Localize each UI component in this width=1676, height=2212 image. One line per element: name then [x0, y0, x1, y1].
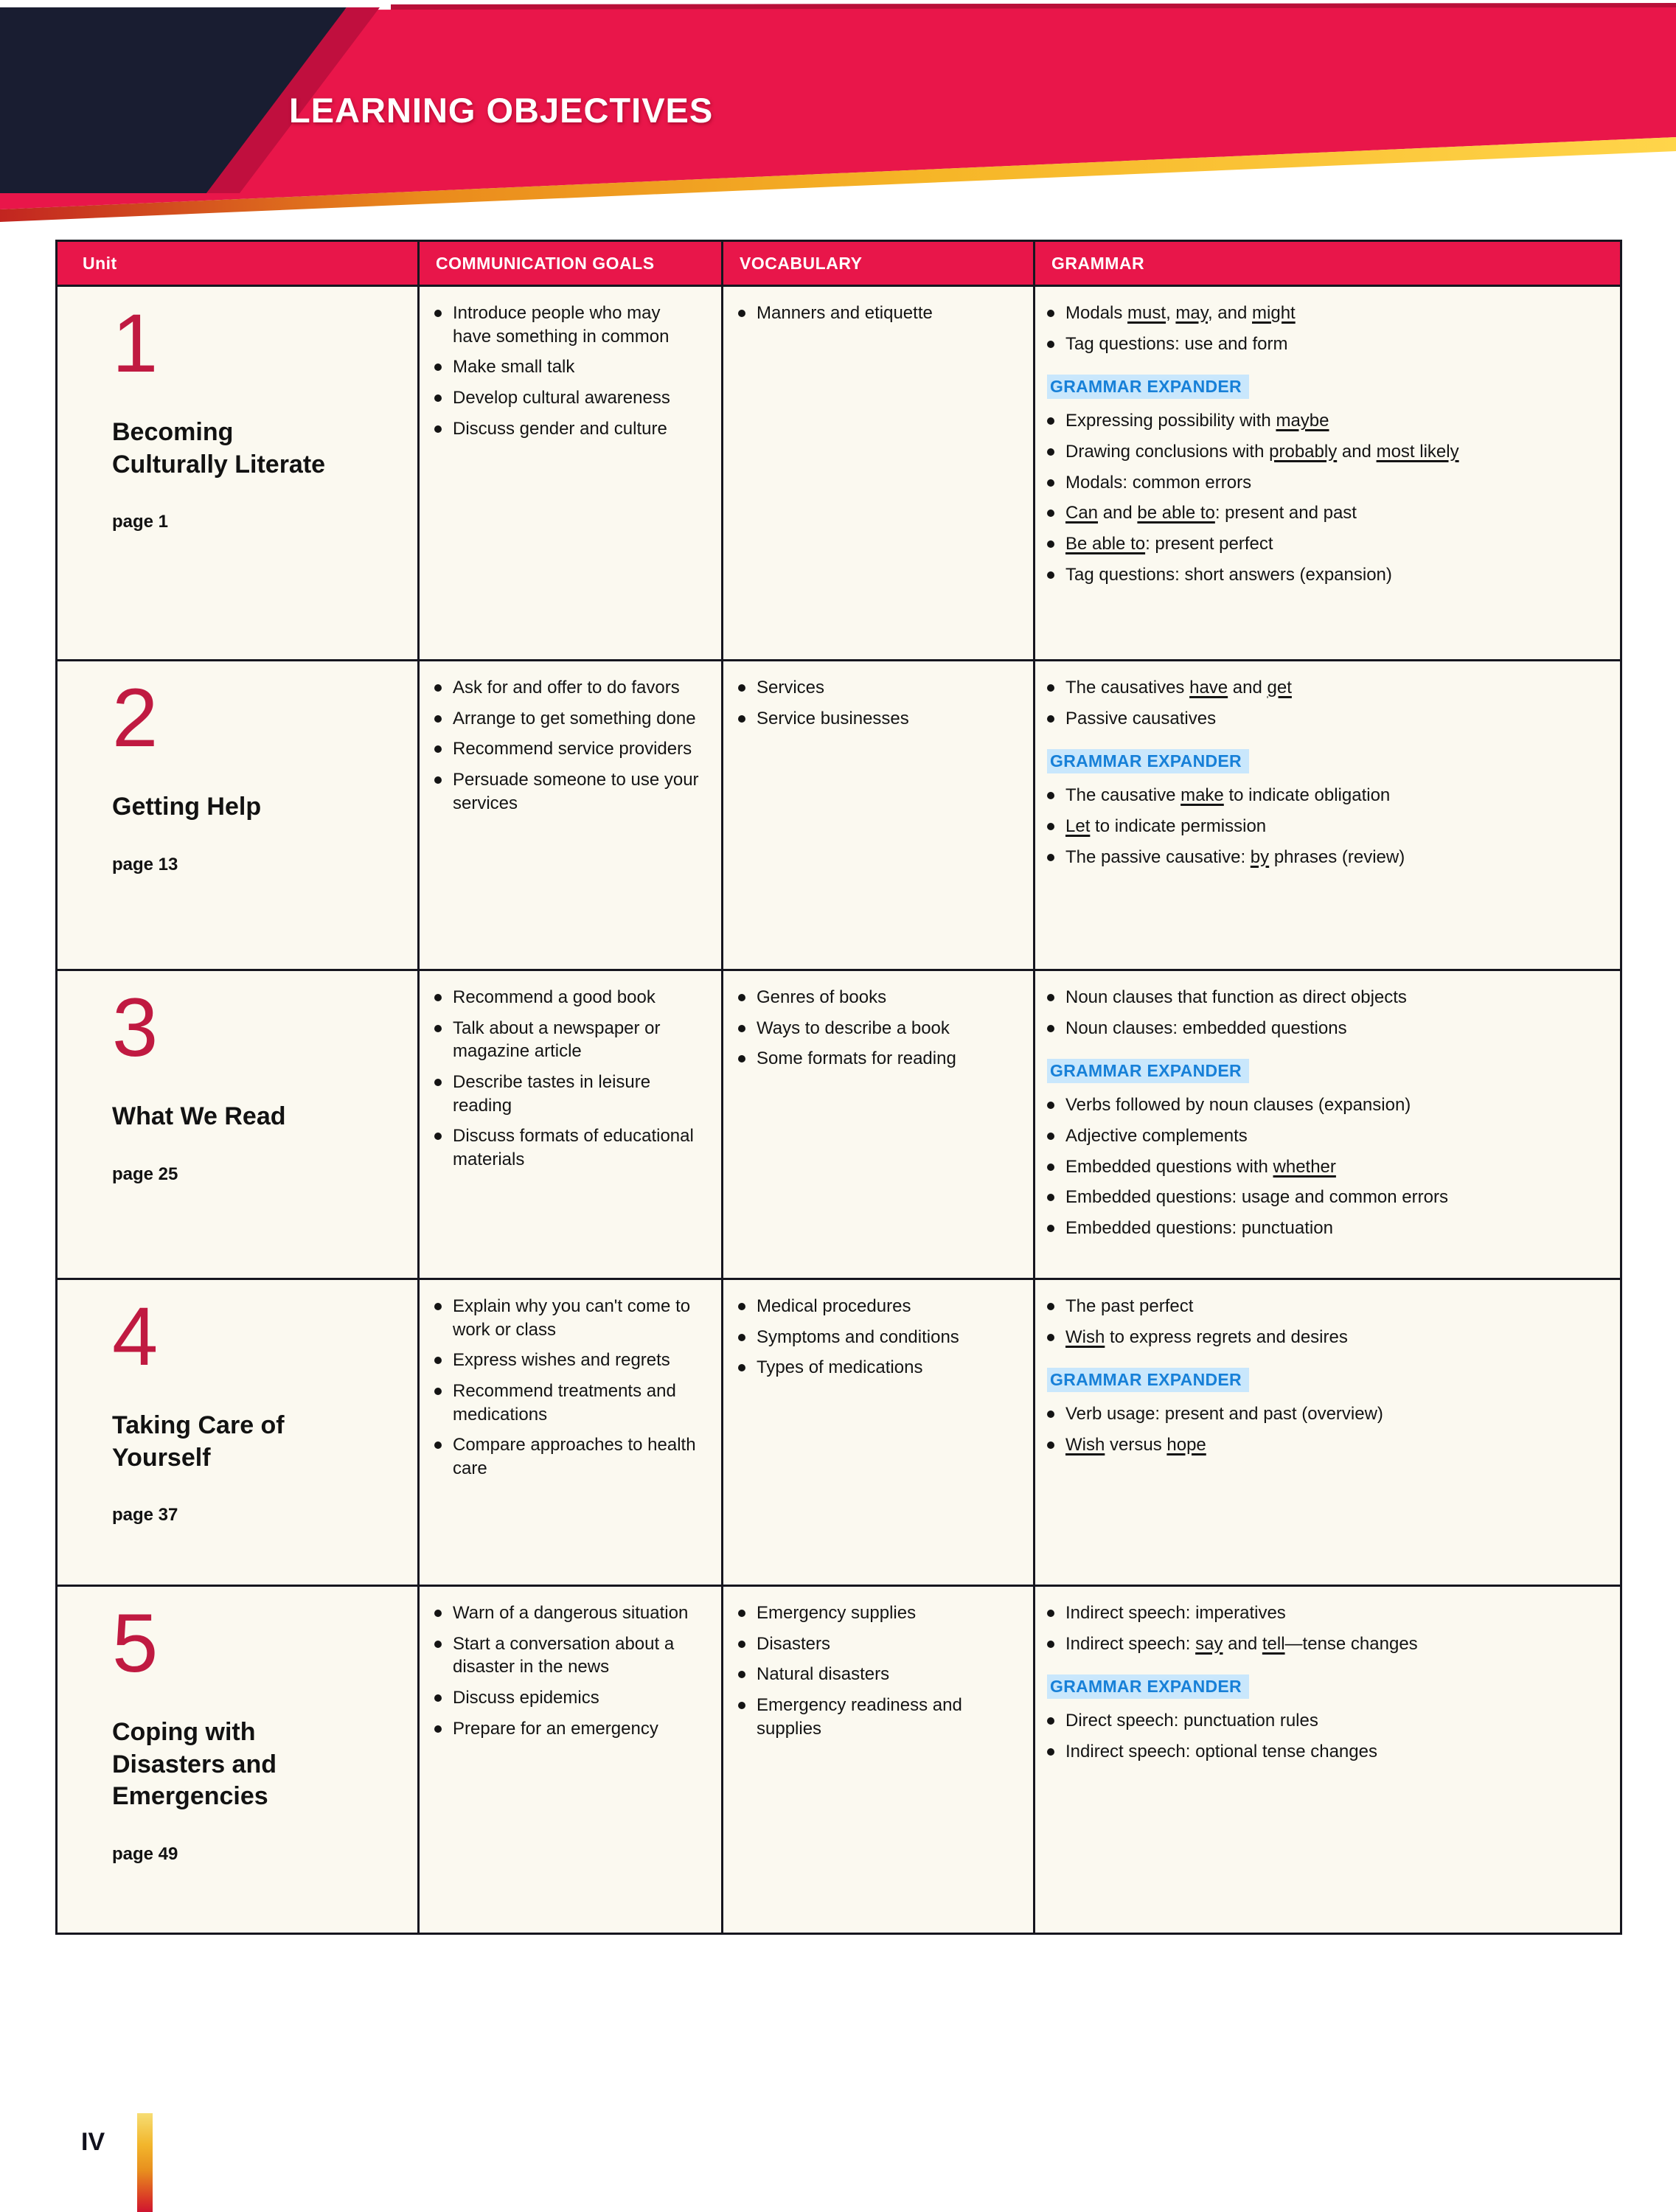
bullet-dot — [1047, 1748, 1054, 1756]
bullet-dot — [1047, 823, 1054, 830]
bullet-dot — [434, 1025, 442, 1032]
bullet-dot — [1047, 1133, 1054, 1140]
vocabulary-list — [738, 676, 1015, 730]
bullet-item: Let to indicate permission — [1047, 815, 1602, 838]
bullet-item: Talk about a newspaper or magazine article — [434, 1017, 703, 1063]
table-row — [58, 1585, 1620, 1933]
bullet-item: The passive causative: by phrases (review) — [1047, 846, 1602, 869]
bullet-dot — [1047, 509, 1054, 517]
bullet-dot — [738, 684, 745, 692]
bullet-dot — [1047, 341, 1054, 348]
bullet-item: Warn of a dangerous situation — [434, 1601, 703, 1625]
bullet-dot — [434, 776, 442, 784]
bullet-dot — [434, 1725, 442, 1733]
grammar-expander-list — [1047, 1709, 1602, 1763]
grammar-expander-label: GRAMMAR EXPANDER — [1047, 1368, 1249, 1392]
bullet-dot — [1047, 1717, 1054, 1725]
bullet-dot — [1047, 854, 1054, 861]
bullet-item: Verbs followed by noun clauses (expansion) — [1047, 1093, 1602, 1117]
grammar-cell — [1033, 971, 1620, 1278]
grammar-main-list — [1047, 1295, 1602, 1349]
communication-goals-list — [434, 1601, 703, 1740]
bullet-dot — [738, 1641, 745, 1648]
bullet-item: Develop cultural awareness — [434, 386, 703, 410]
footer-gradient-bar — [137, 2113, 153, 2212]
grammar-cell — [1033, 1587, 1620, 1933]
communication-goals-cell — [417, 661, 721, 969]
bullet-item: Modals must, may, and might — [1047, 302, 1602, 325]
table-row — [58, 659, 1620, 969]
bullet-item: Compare approaches to health care — [434, 1433, 703, 1480]
bullet-item: Ways to describe a book — [738, 1017, 1015, 1040]
bullet-item: Introduce people who may have something in common — [434, 302, 703, 348]
bullet-dot — [1047, 1641, 1054, 1648]
bullet-dot — [738, 1364, 745, 1371]
unit-page: page 1 — [112, 512, 169, 532]
vocabulary-cell — [721, 971, 1033, 1278]
bullet-dot — [738, 1055, 745, 1062]
bullet-dot — [434, 1357, 442, 1364]
unit-cell — [58, 971, 417, 1278]
bullet-dot — [738, 1702, 745, 1709]
bullet-item: Genres of books — [738, 986, 1015, 1009]
unit-cell — [58, 661, 417, 969]
grammar-cell — [1033, 287, 1620, 659]
grammar-cell — [1033, 661, 1620, 969]
column-header-grammar: GRAMMAR — [1033, 242, 1620, 285]
unit-title: Becoming Culturally Literate — [112, 418, 326, 479]
bullet-item: Direct speech: punctuation rules — [1047, 1709, 1602, 1733]
bullet-item: Wish to express regrets and desires — [1047, 1326, 1602, 1349]
bullet-item: Persuade someone to use your services — [434, 768, 703, 815]
grammar-main-list — [1047, 676, 1602, 730]
unit-number: 4 — [112, 1290, 159, 1382]
unit-title: What We Read — [112, 1102, 286, 1131]
grammar-main-list — [1047, 1601, 1602, 1655]
bullet-item: Be able to: present perfect — [1047, 532, 1602, 556]
unit-title: Getting Help — [112, 793, 262, 821]
bullet-dot — [1047, 1025, 1054, 1032]
unit-title: Taking Care of Yourself — [112, 1411, 285, 1472]
grammar-expander-label: GRAMMAR EXPANDER — [1047, 1674, 1249, 1699]
communication-goals-list — [434, 676, 703, 815]
bullet-item: Discuss epidemics — [434, 1686, 703, 1710]
table-row — [58, 969, 1620, 1278]
bullet-dot — [1047, 715, 1054, 723]
bullet-item: Recommend a good book — [434, 986, 703, 1009]
table-row — [58, 1278, 1620, 1585]
grammar-expander-list — [1047, 409, 1602, 586]
bullet-item: Emergency readiness and supplies — [738, 1694, 1015, 1740]
bullet-item: Express wishes and regrets — [434, 1349, 703, 1372]
bullet-dot — [1047, 1194, 1054, 1201]
grammar-expander-label: GRAMMAR EXPANDER — [1047, 749, 1249, 773]
bullet-dot — [1047, 571, 1054, 579]
unit-cell — [58, 287, 417, 659]
bullet-dot — [1047, 1411, 1054, 1418]
unit-page: page 25 — [112, 1164, 178, 1184]
bullet-item: Noun clauses: embedded questions — [1047, 1017, 1602, 1040]
grammar-cell — [1033, 1280, 1620, 1585]
bullet-item: Service businesses — [738, 707, 1015, 731]
unit-page: page 37 — [112, 1505, 178, 1526]
bullet-dot — [738, 1334, 745, 1341]
bullet-dot — [1047, 1164, 1054, 1171]
bullet-dot — [738, 994, 745, 1001]
bullet-item: Explain why you can't come to work or class — [434, 1295, 703, 1341]
bullet-item: Arrange to get something done — [434, 707, 703, 731]
grammar-expander-list — [1047, 1402, 1602, 1456]
bullet-item: Some formats for reading — [738, 1047, 1015, 1071]
bullet-item: Make small talk — [434, 355, 703, 379]
bullet-item: Adjective complements — [1047, 1124, 1602, 1148]
grammar-expander-list — [1047, 1093, 1602, 1239]
vocabulary-list — [738, 302, 1015, 325]
bullet-item: Can and be able to: present and past — [1047, 501, 1602, 525]
bullet-dot — [434, 684, 442, 692]
bullet-item: The causatives have and get — [1047, 676, 1602, 700]
page-banner — [0, 0, 1676, 229]
communication-goals-list — [434, 986, 703, 1172]
footer-page-number: IV — [81, 2128, 105, 2156]
bullet-dot — [1047, 1102, 1054, 1109]
grammar-main-list — [1047, 986, 1602, 1040]
bullet-dot — [1047, 540, 1054, 548]
learning-objectives-table — [55, 240, 1622, 1935]
bullet-dot — [738, 1610, 745, 1617]
bullet-item: Prepare for an emergency — [434, 1717, 703, 1741]
bullet-item: Indirect speech: optional tense changes — [1047, 1740, 1602, 1764]
bullet-item: Embedded questions with whether — [1047, 1155, 1602, 1179]
bullet-dot — [434, 1441, 442, 1449]
bullet-dot — [738, 715, 745, 723]
bullet-item: Passive causatives — [1047, 707, 1602, 731]
bullet-item: Tag questions: use and form — [1047, 333, 1602, 356]
bullet-dot — [434, 1610, 442, 1617]
bullet-item: Embedded questions: usage and common errors — [1047, 1186, 1602, 1209]
bullet-item: The past perfect — [1047, 1295, 1602, 1318]
bullet-dot — [1047, 684, 1054, 692]
bullet-dot — [434, 394, 442, 402]
bullet-dot — [434, 1694, 442, 1702]
bullet-dot — [1047, 1225, 1054, 1232]
bullet-dot — [738, 310, 745, 317]
bullet-dot — [434, 715, 442, 723]
grammar-expander-list — [1047, 784, 1602, 869]
unit-cell — [58, 1587, 417, 1933]
bullet-item: Ask for and offer to do favors — [434, 676, 703, 700]
page-title: LEARNING OBJECTIVES — [289, 91, 714, 130]
bullet-dot — [738, 1671, 745, 1678]
communication-goals-list — [434, 1295, 703, 1481]
bullet-dot — [434, 425, 442, 433]
communication-goals-cell — [417, 287, 721, 659]
bullet-item: Disasters — [738, 1632, 1015, 1656]
bullet-item: Noun clauses that function as direct objects — [1047, 986, 1602, 1009]
unit-number: 2 — [112, 672, 159, 764]
grammar-expander-label: GRAMMAR EXPANDER — [1047, 375, 1249, 399]
bullet-item: The causative make to indicate obligation — [1047, 784, 1602, 807]
bullet-dot — [1047, 310, 1054, 317]
bullet-item: Emergency supplies — [738, 1601, 1015, 1625]
bullet-dot — [738, 1303, 745, 1310]
bullet-dot — [738, 1025, 745, 1032]
bullet-item: Types of medications — [738, 1356, 1015, 1380]
unit-cell — [58, 1280, 417, 1585]
bullet-item: Verb usage: present and past (overview) — [1047, 1402, 1602, 1426]
grammar-main-list — [1047, 302, 1602, 355]
bullet-dot — [1047, 1610, 1054, 1617]
table-row — [58, 285, 1620, 659]
bullet-item: Start a conversation about a disaster in the news — [434, 1632, 703, 1679]
bullet-item: Embedded questions: punctuation — [1047, 1217, 1602, 1240]
bullet-dot — [434, 364, 442, 371]
bullet-item: Services — [738, 676, 1015, 700]
vocabulary-cell — [721, 1587, 1033, 1933]
bullet-item: Wish versus hope — [1047, 1433, 1602, 1457]
bullet-item: Symptoms and conditions — [738, 1326, 1015, 1349]
bullet-item: Indirect speech: imperatives — [1047, 1601, 1602, 1625]
vocabulary-list — [738, 986, 1015, 1071]
bullet-dot — [1047, 994, 1054, 1001]
bullet-dot — [434, 745, 442, 753]
unit-title: Coping with Disasters and Emergencies — [112, 1718, 277, 1811]
bullet-dot — [434, 1388, 442, 1395]
column-header-communication-goals: COMMUNICATION GOALS — [417, 242, 721, 285]
column-header-vocabulary: VOCABULARY — [721, 242, 1033, 285]
bullet-item: Discuss gender and culture — [434, 417, 703, 441]
column-header-unit: Unit — [83, 253, 117, 273]
unit-page: page 13 — [112, 854, 178, 874]
bullet-item: Tag questions: short answers (expansion) — [1047, 563, 1602, 587]
bullet-item: Manners and etiquette — [738, 302, 1015, 325]
bullet-dot — [1047, 448, 1054, 456]
bullet-dot — [1047, 1303, 1054, 1310]
unit-page: page 49 — [112, 1843, 178, 1864]
bullet-dot — [434, 1303, 442, 1310]
bullet-dot — [1047, 792, 1054, 799]
bullet-dot — [434, 994, 442, 1001]
bullet-item: Medical procedures — [738, 1295, 1015, 1318]
bullet-dot — [1047, 1441, 1054, 1449]
vocabulary-cell — [721, 661, 1033, 969]
bullet-item: Expressing possibility with maybe — [1047, 409, 1602, 433]
bullet-item: Indirect speech: say and tell—tense changes — [1047, 1632, 1602, 1656]
communication-goals-cell — [417, 1280, 721, 1585]
vocabulary-list — [738, 1295, 1015, 1380]
unit-number: 3 — [112, 981, 159, 1074]
vocabulary-cell — [721, 1280, 1033, 1585]
bullet-item: Modals: common errors — [1047, 471, 1602, 495]
bullet-item: Describe tastes in leisure reading — [434, 1071, 703, 1117]
bullet-dot — [1047, 417, 1054, 425]
bullet-item: Drawing conclusions with probably and most likely — [1047, 440, 1602, 464]
bullet-item: Recommend service providers — [434, 737, 703, 761]
bullet-dot — [1047, 479, 1054, 487]
bullet-dot — [434, 1641, 442, 1648]
unit-number: 1 — [112, 297, 159, 389]
unit-number: 5 — [112, 1597, 159, 1689]
communication-goals-cell — [417, 971, 721, 1278]
bullet-item: Recommend treatments and medications — [434, 1380, 703, 1426]
bullet-item: Discuss formats of educational materials — [434, 1124, 703, 1171]
bullet-dot — [434, 1079, 442, 1086]
bullet-dot — [1047, 1334, 1054, 1341]
vocabulary-list — [738, 1601, 1015, 1740]
table-header-row — [58, 242, 1620, 285]
bullet-dot — [434, 310, 442, 317]
bullet-item: Natural disasters — [738, 1663, 1015, 1686]
grammar-expander-label: GRAMMAR EXPANDER — [1047, 1059, 1249, 1083]
vocabulary-cell — [721, 287, 1033, 659]
communication-goals-list — [434, 302, 703, 440]
communication-goals-cell — [417, 1587, 721, 1933]
bullet-dot — [434, 1133, 442, 1140]
